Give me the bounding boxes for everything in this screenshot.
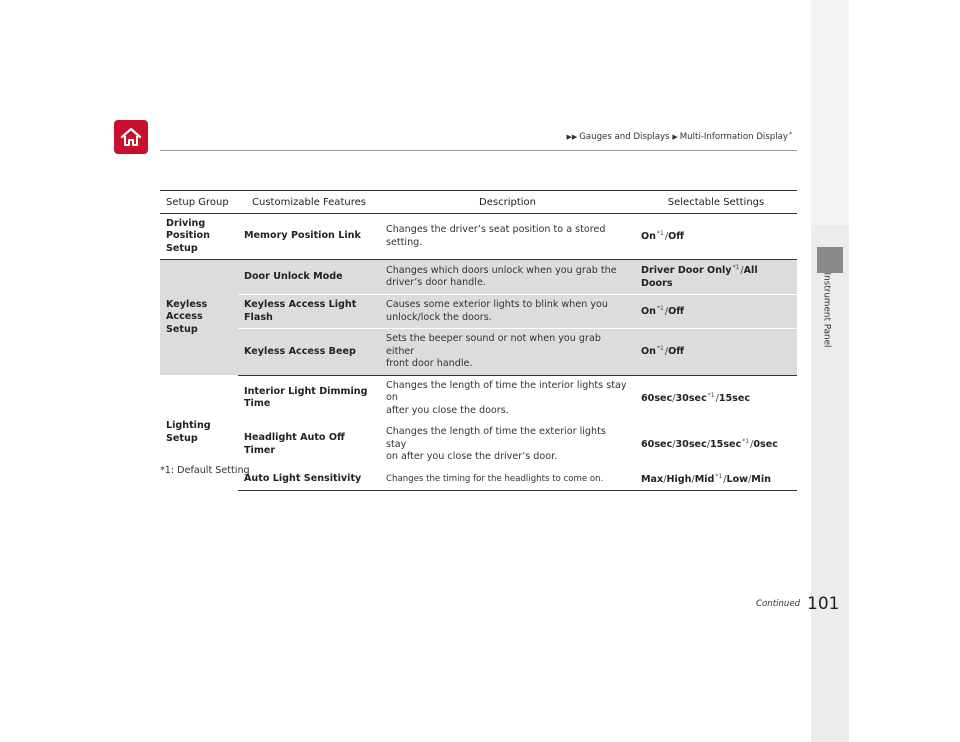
settings-separator: / bbox=[750, 439, 754, 451]
default-setting-mark: *1 bbox=[657, 345, 664, 353]
setting-option: On bbox=[641, 346, 656, 358]
description-line: after you close the doors. bbox=[386, 404, 509, 416]
setup-group-cell bbox=[160, 260, 238, 375]
feature-line: Keyless Access Light bbox=[244, 299, 357, 311]
breadcrumb-item-gauges[interactable]: Gauges and Displays bbox=[579, 132, 670, 142]
settings-cell bbox=[635, 468, 797, 490]
table-body bbox=[160, 214, 797, 491]
setting-option: 15sec bbox=[710, 439, 742, 451]
settings-separator: / bbox=[748, 473, 752, 485]
setup-group-cell bbox=[160, 214, 238, 260]
breadcrumb-mark: * bbox=[789, 131, 792, 138]
side-tab-top bbox=[811, 0, 849, 225]
description-line: Changes which doors unlock when you grab the bbox=[386, 264, 617, 276]
page-number: 101 bbox=[807, 594, 840, 614]
header-rule bbox=[160, 150, 797, 151]
description-line: Causes some exterior lights to blink when you bbox=[386, 299, 609, 311]
settings-cell bbox=[635, 422, 797, 468]
setup-group-line: Lighting bbox=[166, 420, 211, 432]
continued-label: Continued bbox=[756, 599, 801, 609]
description-line: on after you close the driver’s door. bbox=[386, 451, 558, 463]
column-header: Setup Group bbox=[160, 191, 238, 214]
feature-line: Door Unlock Mode bbox=[244, 271, 343, 283]
breadcrumb-item-multi-info[interactable]: Multi-Information Display bbox=[679, 132, 788, 142]
description-cell bbox=[380, 214, 635, 260]
settings-table-wrap bbox=[160, 190, 797, 491]
side-tab-label[interactable]: Instrument Panel bbox=[821, 272, 831, 348]
breadcrumb bbox=[566, 131, 792, 142]
description-line: Changes the length of time the exterior lights stay bbox=[386, 426, 606, 450]
setup-group-line: Driving bbox=[166, 218, 206, 229]
table-row bbox=[160, 260, 797, 295]
description-line: Changes the timing for the headlights to come on. bbox=[386, 473, 604, 484]
setup-group-line: Keyless bbox=[166, 298, 208, 310]
description-line: Sets the beeper sound or not when you grab either bbox=[386, 333, 601, 357]
setup-group-line: Setup bbox=[166, 242, 198, 254]
table-row bbox=[160, 329, 797, 375]
table-row bbox=[160, 468, 797, 490]
settings-cell bbox=[635, 375, 797, 421]
breadcrumb-arrow-icon: ▶ bbox=[672, 133, 678, 141]
default-setting-mark: *1 bbox=[657, 229, 664, 237]
default-setting-mark: *1 bbox=[657, 305, 664, 313]
setup-group-line: Setup bbox=[166, 323, 198, 335]
setting-option: On bbox=[641, 230, 656, 242]
table-row bbox=[160, 375, 797, 421]
setting-option: Low bbox=[726, 473, 749, 485]
settings-separator: / bbox=[664, 306, 669, 318]
settings-separator: / bbox=[723, 473, 727, 485]
setting-option: Min bbox=[751, 473, 771, 485]
description-line: Changes the driver’s seat position to a stored bbox=[386, 224, 606, 236]
description-cell bbox=[380, 260, 635, 295]
default-setting-mark: *1 bbox=[732, 264, 740, 272]
description-line: setting. bbox=[386, 236, 423, 248]
setting-option: 30sec bbox=[675, 439, 707, 451]
setting-option: On bbox=[641, 306, 656, 318]
home-button[interactable] bbox=[114, 120, 148, 154]
settings-separator: / bbox=[706, 439, 710, 451]
setting-option: Driver Door Only bbox=[641, 265, 732, 277]
feature-line: Auto Light Sensitivity bbox=[244, 473, 362, 485]
default-setting-mark: *1 bbox=[742, 438, 750, 446]
settings-cell bbox=[635, 329, 797, 375]
feature-cell bbox=[238, 295, 380, 329]
setup-group-line: Setup bbox=[166, 432, 198, 444]
table-row bbox=[160, 295, 797, 329]
description-cell bbox=[380, 295, 635, 329]
feature-cell bbox=[238, 375, 380, 421]
side-tab-label-wrap bbox=[815, 270, 837, 350]
settings-separator: / bbox=[663, 473, 667, 485]
setting-option: 15sec bbox=[718, 392, 751, 404]
column-header: Customizable Features bbox=[238, 191, 380, 214]
settings-separator: / bbox=[715, 392, 719, 404]
feature-line: Interior Light Dimming bbox=[244, 385, 368, 397]
settings-cell bbox=[635, 295, 797, 329]
description-line: driver’s door handle. bbox=[386, 277, 486, 289]
settings-table bbox=[160, 190, 797, 491]
description-cell bbox=[380, 329, 635, 375]
home-icon bbox=[119, 125, 143, 149]
setting-option: Off bbox=[668, 346, 684, 358]
settings-cell bbox=[635, 260, 797, 295]
setting-option: All Doors bbox=[641, 265, 758, 289]
table-row bbox=[160, 422, 797, 468]
settings-separator: / bbox=[740, 265, 744, 277]
table-row bbox=[160, 214, 797, 260]
description-line: Changes the length of time the interior lights stay on bbox=[386, 379, 627, 404]
setting-option: 60sec bbox=[641, 439, 673, 451]
feature-line: Keyless Access Beep bbox=[244, 345, 356, 357]
breadcrumb-arrow-icon: ▶▶ bbox=[566, 133, 578, 141]
column-header: Description bbox=[380, 191, 635, 214]
setting-option: 0sec bbox=[753, 439, 778, 451]
setting-option: High bbox=[666, 473, 692, 485]
feature-line: Flash bbox=[244, 311, 273, 323]
feature-line: Timer bbox=[244, 444, 276, 456]
table-header-row bbox=[160, 191, 797, 214]
default-setting-mark: *1 bbox=[707, 391, 715, 399]
default-setting-mark: *1 bbox=[715, 472, 723, 480]
settings-separator: / bbox=[691, 473, 695, 485]
settings-cell bbox=[635, 214, 797, 260]
feature-line: Memory Position Link bbox=[244, 230, 361, 242]
settings-separator: / bbox=[664, 230, 669, 242]
description-cell bbox=[380, 375, 635, 421]
description-cell bbox=[380, 422, 635, 468]
feature-cell bbox=[238, 260, 380, 295]
column-header: Selectable Settings bbox=[635, 191, 797, 214]
description-line: unlock/lock the doors. bbox=[386, 311, 492, 323]
setting-option: Off bbox=[668, 230, 684, 242]
setting-option: Off bbox=[668, 306, 684, 318]
setting-option: Mid bbox=[694, 473, 715, 485]
setup-group-line: Access bbox=[166, 311, 203, 323]
settings-separator: / bbox=[664, 346, 669, 358]
feature-cell bbox=[238, 214, 380, 260]
setup-group-line: Position bbox=[166, 230, 210, 242]
settings-separator: / bbox=[672, 439, 676, 451]
feature-line: Time bbox=[244, 398, 271, 410]
feature-line: Headlight Auto Off bbox=[244, 432, 345, 444]
feature-cell bbox=[238, 329, 380, 375]
footnote: *1: Default Setting bbox=[160, 465, 250, 476]
setting-option: Max bbox=[641, 473, 664, 485]
setting-option: 30sec bbox=[675, 392, 707, 404]
feature-cell bbox=[238, 422, 380, 468]
setting-option: 60sec bbox=[641, 392, 673, 404]
description-line: front door handle. bbox=[386, 358, 473, 370]
feature-cell bbox=[238, 468, 380, 490]
settings-separator: / bbox=[672, 392, 676, 404]
description-cell bbox=[380, 468, 635, 490]
